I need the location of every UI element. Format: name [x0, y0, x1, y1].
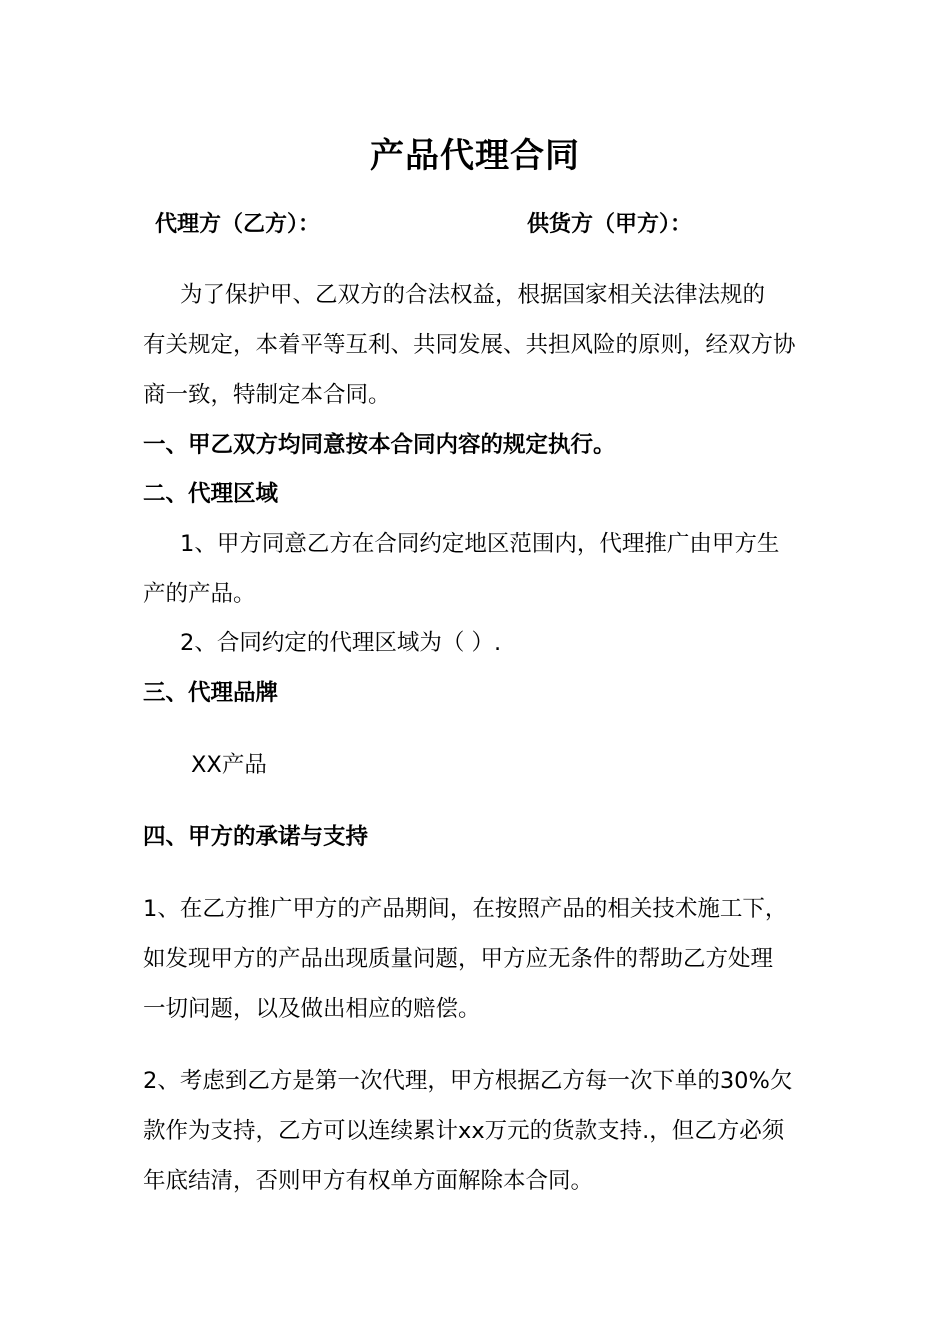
brand-name: XX产品	[191, 752, 267, 778]
section-2-item-2: 2、合同约定的代理区域为（ ）.	[180, 630, 502, 656]
section-2-item-1-line-1: 1、甲方同意乙方在合同约定地区范围内，代理推广由甲方生	[180, 531, 780, 557]
section-4-heading: 四、甲方的承诺与支持	[143, 824, 369, 850]
supplier-party-label: 供货方（甲方）：	[527, 212, 693, 237]
section-4-item-2-line-1: 2、考虑到乙方是第一次代理，甲方根据乙方每一次下单的30%欠	[143, 1068, 793, 1094]
section-4-item-1-line-1: 1、在乙方推广甲方的产品期间，在按照产品的相关技术施工下，	[143, 896, 788, 922]
intro-line-3: 商一致，特制定本合同。	[143, 382, 391, 408]
section-4-item-1-line-3: 一切问题，以及做出相应的赔偿。	[143, 996, 481, 1022]
section-2-heading: 二、代理区域	[143, 481, 279, 507]
agent-party-label: 代理方（乙方）：	[155, 212, 321, 237]
section-4-item-2-line-3: 年底结清，否则甲方有权单方面解除本合同。	[143, 1168, 594, 1194]
section-3-heading: 三、代理品牌	[143, 680, 279, 706]
section-2-item-1-line-2: 产的产品。	[143, 581, 256, 607]
intro-line-1: 为了保护甲、乙双方的合法权益，根据国家相关法律法规的	[180, 282, 766, 308]
intro-line-2: 有关规定，本着平等互利、共同发展、共担风险的原则，经双方协	[143, 332, 796, 358]
document-title: 产品代理合同	[370, 136, 580, 176]
section-4-item-2-line-2: 款作为支持，乙方可以连续累计xx万元的货款支持.，但乙方必须	[143, 1118, 785, 1144]
section-1-heading: 一、甲乙双方均同意按本合同内容的规定执行。	[143, 432, 616, 458]
section-4-item-1-line-2: 如发现甲方的产品出现质量问题，甲方应无条件的帮助乙方处理	[143, 946, 774, 972]
